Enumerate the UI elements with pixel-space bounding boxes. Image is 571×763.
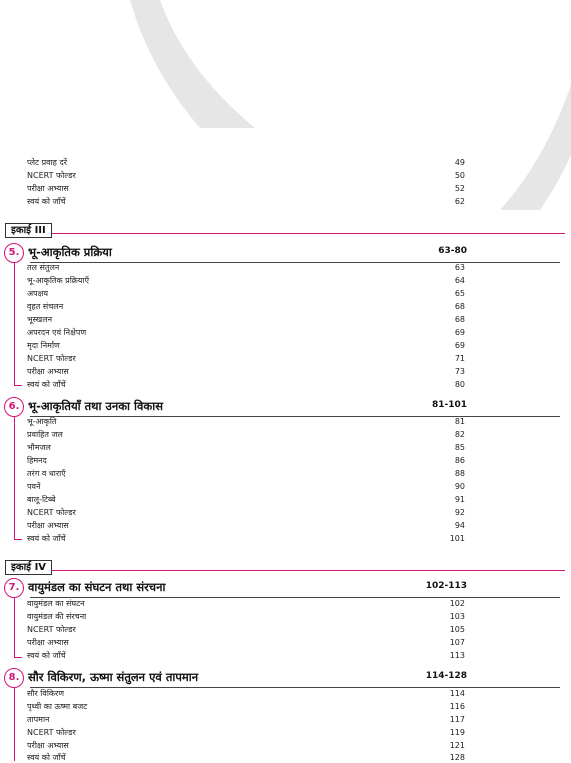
entry-page: 103 [449,612,465,621]
entry-page: 128 [449,753,465,762]
entry-page: 85 [454,443,465,452]
toc-entry[interactable] [27,611,465,622]
entry-page: 105 [449,625,465,634]
entry-title: तरंग व धाराएँ [27,469,66,478]
entry-page: 52 [454,184,465,193]
toc-entry[interactable] [27,442,465,453]
toc-entry[interactable] [27,727,465,738]
entry-title: परीक्षा अभ्यास [27,638,69,647]
entry-title: परीक्षा अभ्यास [27,741,69,750]
toc-entry[interactable] [27,340,465,351]
chapter-title: भू-आकृतियाँ तथा उनका विकास [28,399,163,413]
entry-page: 63 [454,263,465,272]
entry-title: पृथ्वी का ऊष्मा बजट [27,702,88,711]
entry-page: 116 [449,702,465,711]
toc-entry[interactable] [27,353,465,364]
entry-page: 91 [454,495,465,504]
toc-entry[interactable] [27,314,465,325]
toc-entry[interactable] [27,507,465,518]
toc-entry[interactable] [27,170,465,181]
chapter-bracket [14,262,15,385]
toc-entry[interactable] [27,429,465,440]
entry-page: 69 [454,341,465,350]
entry-page: 114 [449,689,465,698]
entry-title: NCERT फोल्डर [27,171,76,180]
toc-entry[interactable] [27,752,465,763]
unit-label: इकाई III [5,223,52,238]
entry-page: 119 [449,728,465,737]
toc-entry[interactable] [27,740,465,751]
chapter-page-range: 81-101 [431,400,467,410]
bracket-tick [14,539,22,540]
entry-title: वायुमंडल की संरचना [27,612,87,621]
unit-label: इकाई IV [5,560,52,575]
entry-title: NCERT फोल्डर [27,625,76,634]
chapter-bracket [14,687,15,761]
entry-page: 71 [454,354,465,363]
toc-entry[interactable] [27,688,465,699]
entry-title: भू-आकृति [27,417,57,426]
entry-title: प्रवाहित जल [27,430,63,439]
entry-page: 113 [449,651,465,660]
chapter-heading[interactable] [4,668,467,688]
toc-entry[interactable] [27,379,465,390]
toc-entry[interactable] [27,275,465,286]
entry-title: भौमजल [27,443,51,452]
entry-page: 68 [454,302,465,311]
entry-title: प्लेट प्रवाह दरें [27,158,67,167]
entry-title: अपरदन एवं निक्षेपण [27,328,87,337]
chapter-number: 5. [4,243,24,263]
toc-entry[interactable] [27,366,465,377]
entry-page: 92 [454,508,465,517]
toc-entry[interactable] [27,701,465,712]
entry-title: तल संतुलन [27,263,60,272]
chapter-number: 6. [4,397,24,417]
unit-heading [5,218,565,234]
entry-page: 81 [454,417,465,426]
entry-title: स्वयं को जाँचें [27,651,66,660]
entry-page: 121 [449,741,465,750]
toc-entry[interactable] [27,598,465,609]
bracket-tick [14,385,22,386]
toc-entry[interactable] [27,650,465,661]
entry-page: 82 [454,430,465,439]
entry-page: 90 [454,482,465,491]
entry-title: हिमनद [27,456,47,465]
entry-title: अपक्षय [27,289,49,298]
entry-title: मृदा निर्माण [27,341,60,350]
toc-entry[interactable] [27,468,465,479]
entry-title: स्वयं को जाँचें [27,534,66,543]
entry-title: NCERT फोल्डर [27,354,76,363]
entry-page: 62 [454,197,465,206]
toc-entry[interactable] [27,637,465,648]
entry-title: NCERT फोल्डर [27,508,76,517]
toc-entry[interactable] [27,520,465,531]
entry-title: भूस्खलन [27,315,53,324]
toc-entry[interactable] [27,262,465,273]
entry-title: वायुमंडल का संघटन [27,599,85,608]
unit-heading [5,555,565,571]
toc-entry[interactable] [27,494,465,505]
chapter-page-range: 63-80 [438,246,467,256]
entry-title: तापमान [27,715,50,724]
chapter-number: 7. [4,578,24,598]
chapter-page-range: 114-128 [425,671,467,681]
entry-title: पवनें [27,482,41,491]
entry-page: 88 [454,469,465,478]
entry-page: 86 [454,456,465,465]
toc-entry[interactable] [27,624,465,635]
entry-page: 80 [454,380,465,389]
entry-title: परीक्षा अभ्यास [27,184,69,193]
entry-title: बालू-टिब्बे [27,495,56,504]
chapter-bracket [14,597,15,657]
toc-entry[interactable] [27,533,465,544]
chapter-heading[interactable] [4,397,467,417]
entry-title: स्वयं को जाँचें [27,753,66,762]
entry-page: 68 [454,315,465,324]
toc-entry[interactable] [27,288,465,299]
toc-entry[interactable] [27,481,465,492]
chapter-bracket [14,416,15,539]
toc-entry[interactable] [27,183,465,194]
toc-entry[interactable] [27,714,465,725]
entry-title: भू-आकृतिक प्रक्रियाएँ [27,276,90,285]
entry-page: 94 [454,521,465,530]
toc-entry[interactable] [27,327,465,338]
toc-entry[interactable] [27,455,465,466]
chapter-heading[interactable] [4,243,467,263]
entry-title: वृहत संचलन [27,302,64,311]
toc-entry[interactable] [27,301,465,312]
chapter-number: 8. [4,668,24,688]
entry-page: 64 [454,276,465,285]
entry-page: 50 [454,171,465,180]
entry-page: 69 [454,328,465,337]
toc-entry[interactable] [27,196,465,207]
toc-entry[interactable] [27,157,465,168]
entry-title: NCERT फोल्डर [27,728,76,737]
entry-page: 65 [454,289,465,298]
entry-page: 117 [449,715,465,724]
chapter-title: वायुमंडल का संघटन तथा संरचना [28,580,166,594]
bracket-tick [14,657,22,658]
chapter-heading[interactable] [4,578,467,598]
entry-page: 73 [454,367,465,376]
entry-title: स्वयं को जाँचें [27,380,66,389]
entry-title: स्वयं को जाँचें [27,197,66,206]
entry-page: 107 [449,638,465,647]
chapter-page-range: 102-113 [425,581,467,591]
entry-title: सौर विकिरण [27,689,65,698]
entry-title: परीक्षा अभ्यास [27,521,69,530]
entry-page: 49 [454,158,465,167]
entry-page: 102 [449,599,465,608]
entry-page: 101 [449,534,465,543]
toc-entry[interactable] [27,416,465,427]
entry-title: परीक्षा अभ्यास [27,367,69,376]
chapter-title: भू-आकृतिक प्रक्रिया [28,245,112,259]
chapter-title: सौर विकिरण, ऊष्मा संतुलन एवं तापमान [28,670,199,684]
